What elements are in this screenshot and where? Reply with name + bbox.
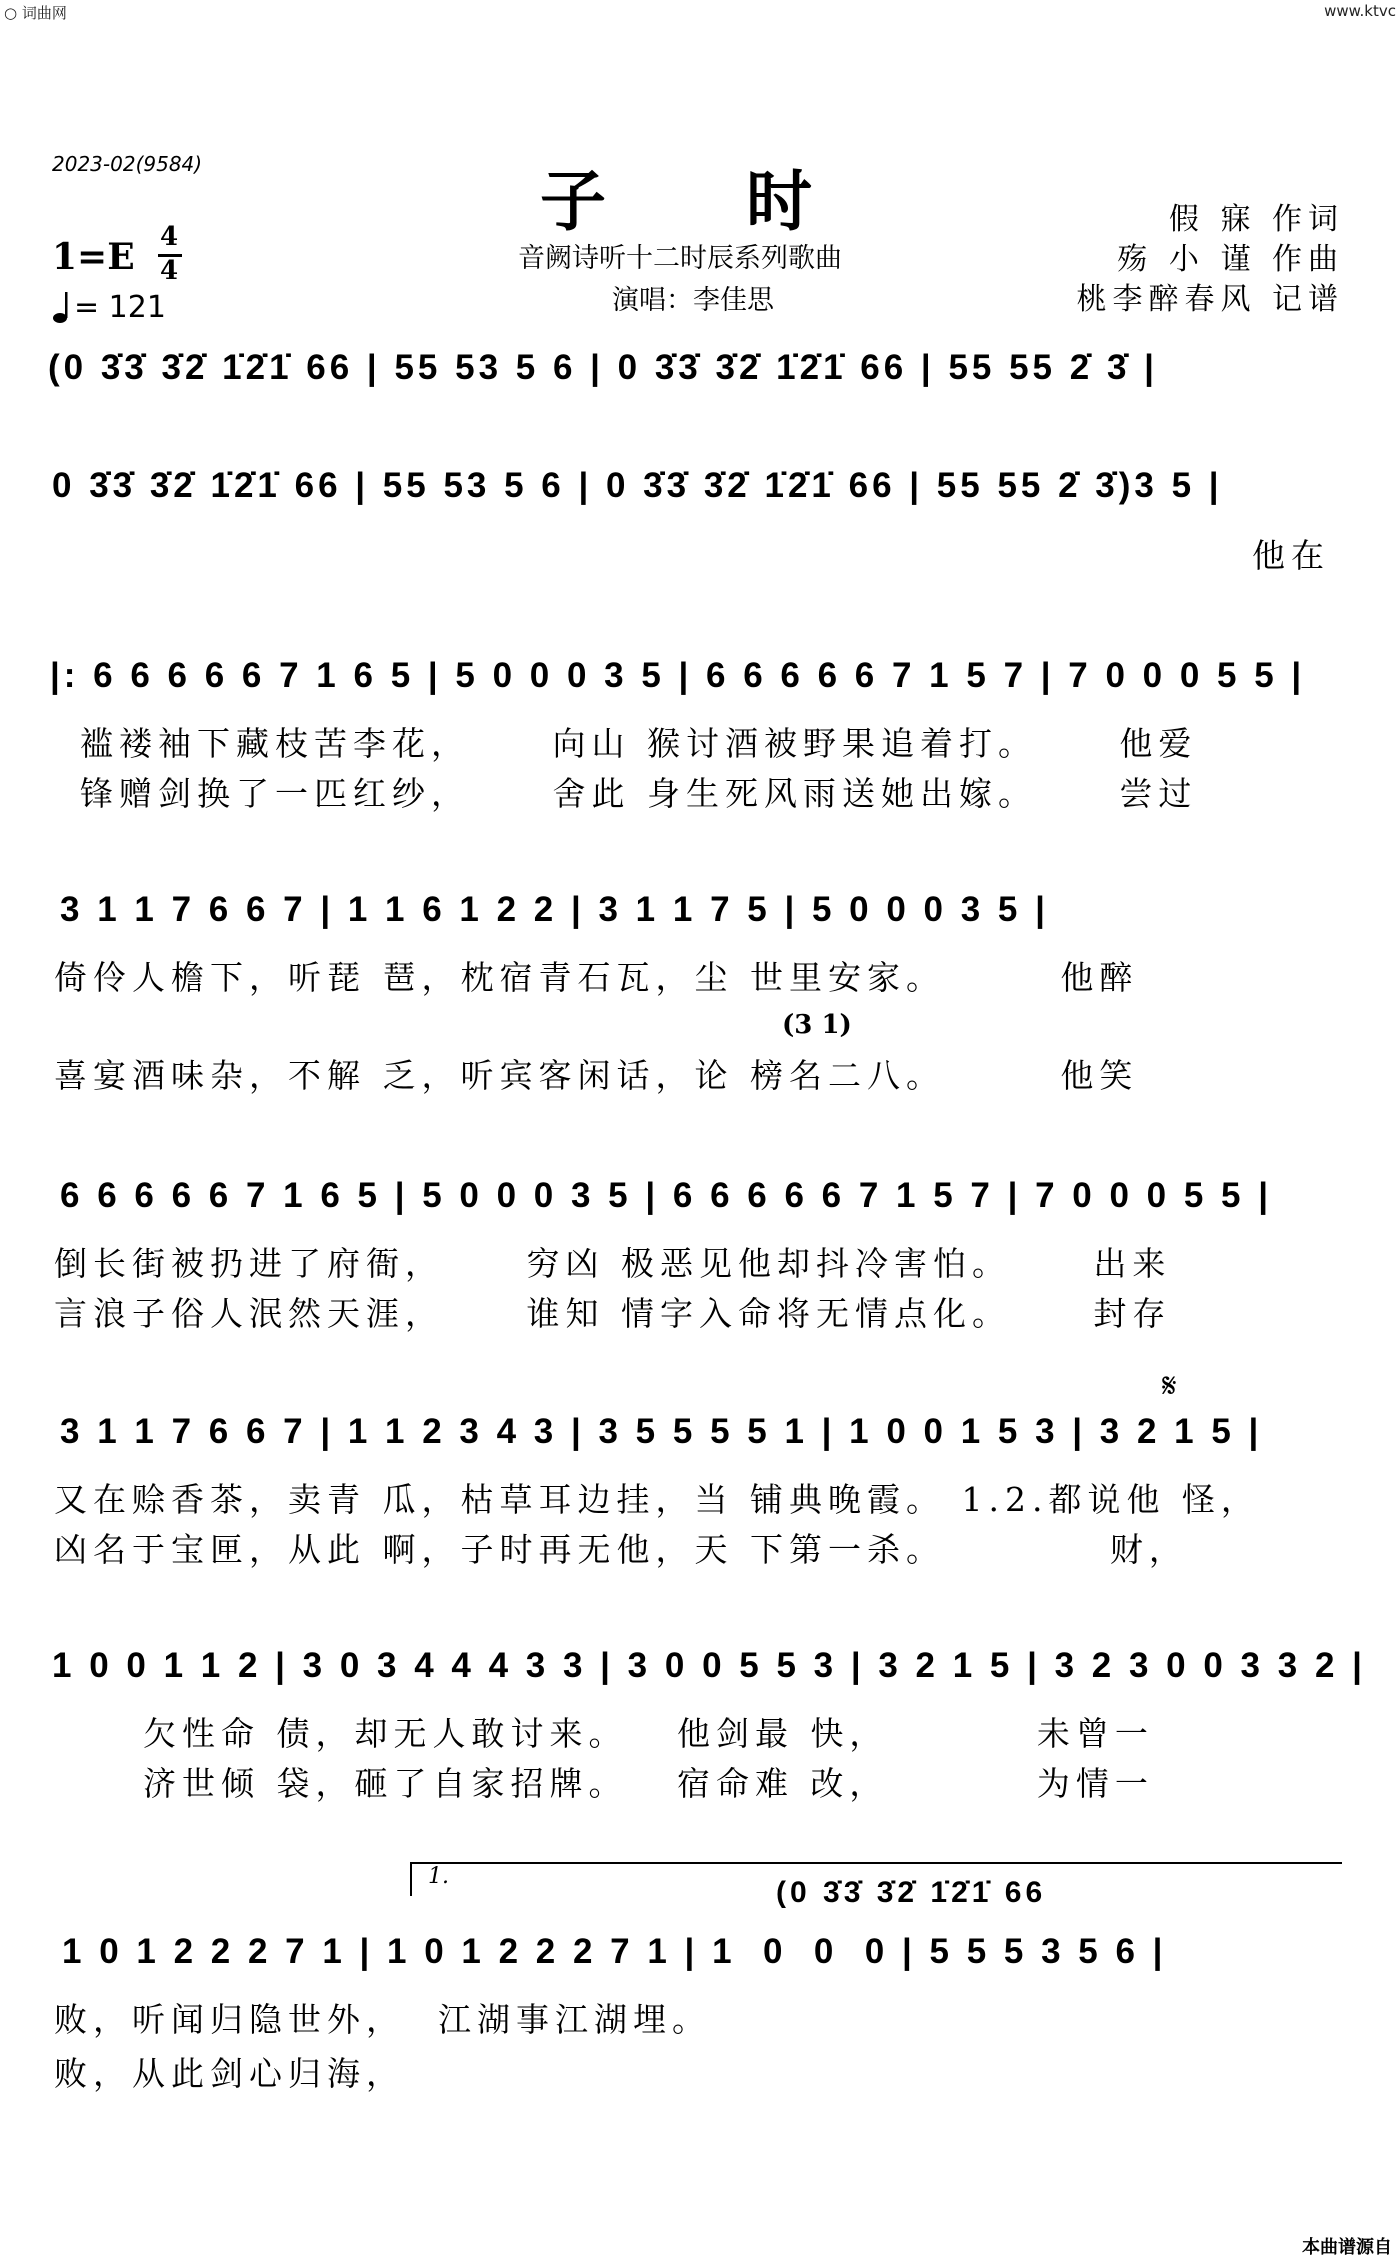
- system-5-notes: 6 6 6 6 6 7 1 6 5 | 5 0 0 0 3 5 | 6 6 6 6 6 7 1 5 7 | 7 0 0 0 5 5 |: [60, 1176, 1273, 1215]
- system-8-lyrics-2: 败，从此剑心归海，: [54, 2054, 405, 2093]
- paren-note-31: (3 1): [782, 1010, 852, 1040]
- system-1-notes: (0 3̇3̇ 3̇2̇ 1̇2̇1̇ 66 | 55 53 5 6 | 0 3̇3̇ 3̇2̇ 1̇2̇1̇ 66 | 55 55 2̇ 3̇ |: [48, 348, 1158, 387]
- system-3-lyrics-2: 锋赠剑换了一匹红纱， 舍此 身生死风雨送她出嫁。 尝过: [80, 774, 1198, 813]
- system-3-notes: |: 6 6 6 6 6 7 1 6 5 | 5 0 0 0 3 5 | 6 6 6 6 6 7 1 5 7 | 7 0 0 0 5 5 |: [50, 656, 1306, 695]
- site-watermark-right: www.ktvc: [1324, 2, 1396, 20]
- catalog-number: 2023-02(9584): [52, 152, 203, 176]
- system-2-notes: 0 3̇3̇ 3̇2̇ 1̇2̇1̇ 66 | 55 53 5 6 | 0 3̇3̇ 3̇2̇ 1̇2̇1̇ 66 | 55 55 2̇ 3̇)3 5 |: [52, 466, 1223, 505]
- system-6-lyrics-2: 凶名于宝匣，从此 啊，子时再无他，天 下第一杀。 财，: [54, 1530, 1188, 1569]
- system-8-lyrics-1: 败，听闻归隐世外， 江湖事江湖埋。: [54, 2000, 711, 2039]
- system-3-lyrics-1: 褴褛袖下藏枝苦李花， 向山 猴讨酒被野果追着打。 他爱: [80, 724, 1198, 763]
- system-4-lyrics-1: 倚伶人檐下，听琵 琶，枕宿青石瓦，尘 世里安家。 他醉: [54, 958, 1139, 997]
- site-watermark-left: ○ 词曲网: [4, 4, 67, 22]
- composer-credit: 殇 小 谨 作曲: [1117, 242, 1344, 277]
- system-4-notes: 3 1 1 7 6 6 7 | 1 1 6 1 2 2 | 3 1 1 7 5 | 5 0 0 0 3 5 |: [60, 890, 1049, 929]
- segno-sign: 𝄋: [1162, 1366, 1177, 1406]
- volta-bracket-line: [410, 1862, 1342, 1864]
- system-2-lyrics-1: 他在: [1252, 536, 1330, 575]
- system-7-lyrics-1: 欠性命 债，却无人敢讨来。 他剑最 快， 未曾一: [110, 1714, 1154, 1753]
- volta-bracket-hook: [410, 1862, 412, 1896]
- time-signature-top: 4: [160, 222, 179, 252]
- song-title: 子时: [540, 162, 952, 240]
- system-5-lyrics-1: 倒长街被扔进了府衙， 穷凶 极恶见他却抖冷害怕。 出来: [54, 1244, 1172, 1283]
- system-8-notes: 1 0 1 2 2 2 7 1 | 1 0 1 2 2 2 7 1 | 1 0 0 0 | 5 5 5 3 5 6 |: [62, 1932, 1167, 1971]
- system-7-lyrics-2: 济世倾 袋，砸了自家招牌。 宿命难 改， 为情一: [110, 1764, 1154, 1803]
- lyricist-credit: 假 寐 作词: [1168, 202, 1344, 237]
- footer-source-note: 本曲谱源自: [1302, 2237, 1392, 2258]
- first-ending-label: 1.: [428, 1864, 449, 1889]
- time-signature-bottom: 4: [160, 256, 179, 286]
- quarter-note-icon: [52, 290, 72, 328]
- system-6-notes: 3 1 1 7 6 6 7 | 1 1 2 3 4 3 | 3 5 5 5 5 1 | 1 0 0 1 5 3 | 3 2 1 5 |: [60, 1412, 1263, 1451]
- tempo-marking: = 121: [74, 290, 166, 325]
- singer: 演唱：李佳思: [612, 285, 774, 316]
- system-6-lyrics-1: 又在赊香茶，卖青 瓜，枯草耳边挂，当 铺典晚霞。 1.2.都说他 怪，: [54, 1480, 1260, 1519]
- system-4-lyrics-2: 喜宴酒味杂，不解 乏，听宾客闲话，论 榜名二八。 他笑: [54, 1056, 1139, 1095]
- transcriber-credit: 桃李醉春风 记谱: [1076, 282, 1344, 317]
- system-5-lyrics-2: 言浪子俗人泯然天涯， 谁知 情字入命将无情点化。 封存: [54, 1294, 1172, 1333]
- key-signature: 1=E: [52, 236, 135, 278]
- system-7-notes: 1 0 0 1 1 2 | 3 0 3 4 4 4 3 3 | 3 0 0 5 5 3 | 3 2 1 5 | 3 2 3 0 0 3 3 2 |: [52, 1646, 1366, 1685]
- song-series: 音阙诗听十二时辰系列歌曲: [518, 243, 842, 274]
- intro-reprise-notes: (0 3̇3̇ 3̇2̇ 1̇2̇1̇ 66: [776, 1876, 1047, 1909]
